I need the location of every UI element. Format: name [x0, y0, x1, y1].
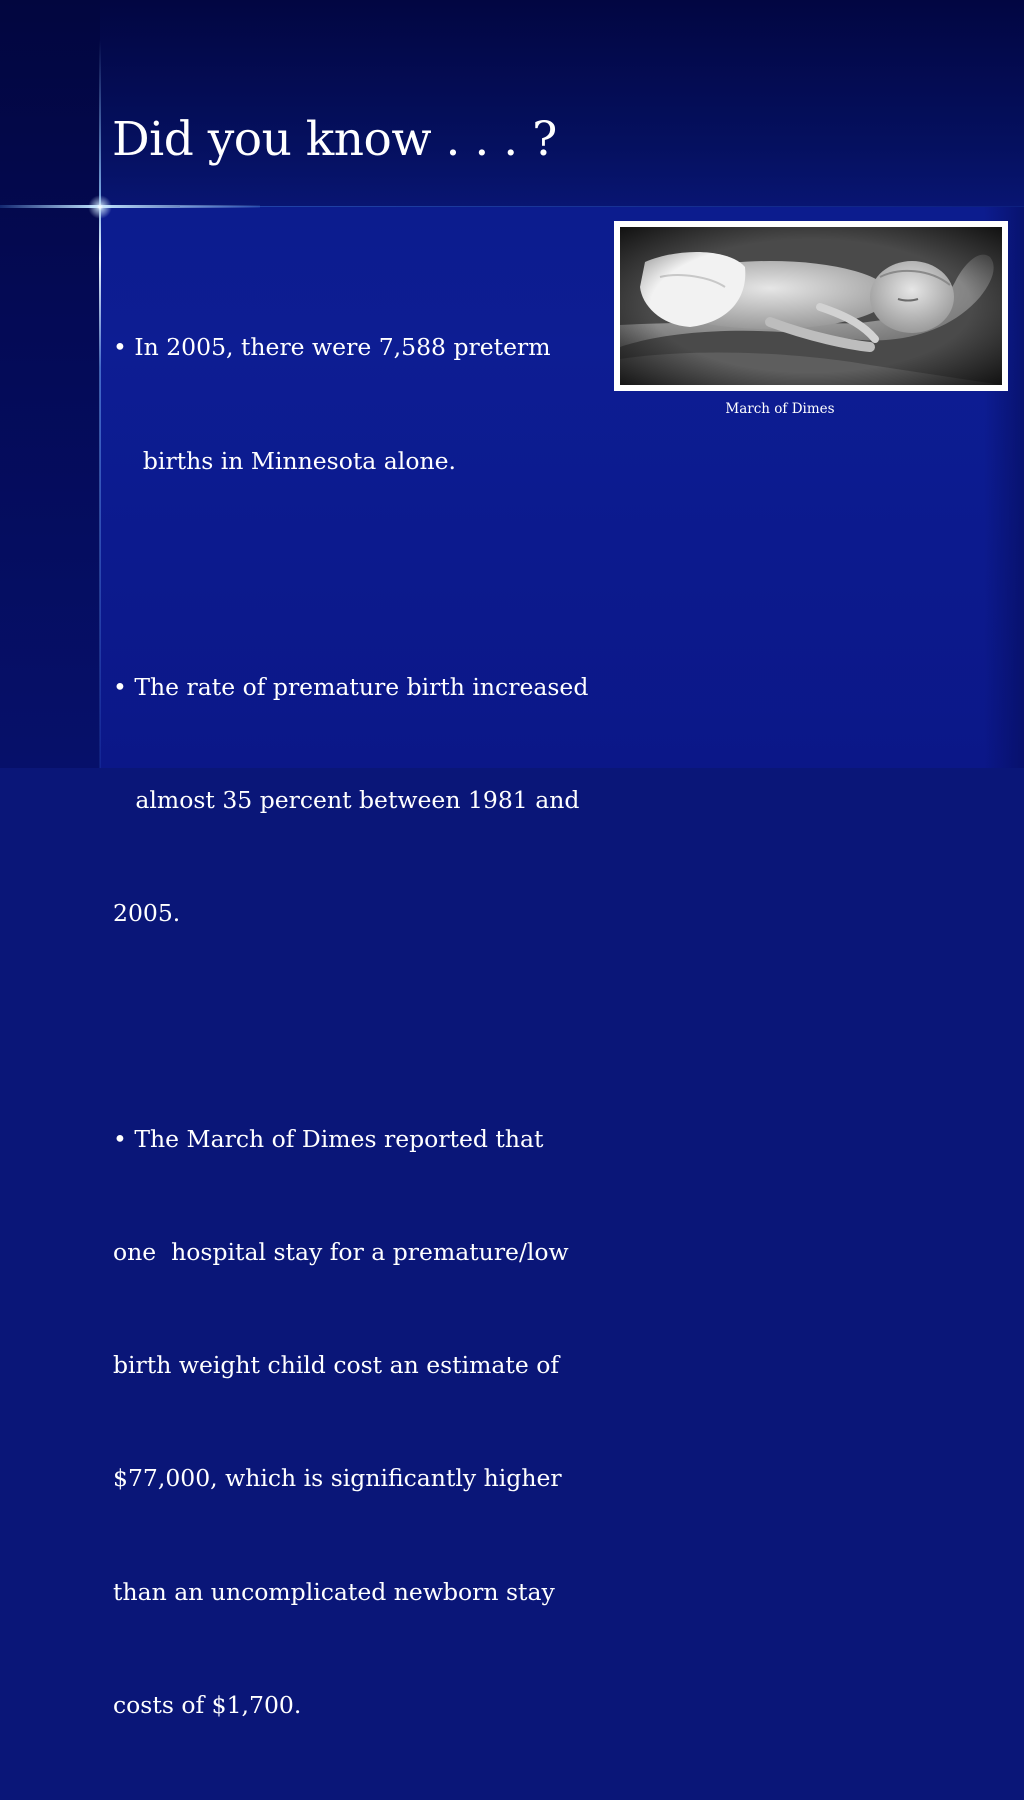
photo-caption: March of Dimes [725, 401, 835, 417]
bullet-list [113, 254, 613, 1800]
bullet-line: almost 35 percent between 1981 and [113, 785, 580, 814]
bullet-line: $77,000, which is significantly higher [113, 1464, 562, 1493]
horizontal-glow-line [0, 205, 260, 208]
newborn-in-hand-image [620, 227, 1002, 385]
vertical-glow-line [99, 40, 101, 768]
bullet-line: costs of $1,700. [113, 1690, 302, 1719]
horizontal-rule [180, 206, 1024, 207]
bullet-line: birth weight child cost an estimate of [113, 1351, 560, 1380]
bullet-paragraph-2 [113, 593, 613, 1008]
title-band [0, 0, 1024, 207]
bullet-paragraph-1 [113, 254, 613, 556]
newborn-photo [614, 221, 1008, 391]
bullet-line: • The rate of premature birth increased [113, 672, 589, 701]
bullet-line: 2005. [113, 898, 181, 927]
bullet-line: • The March of Dimes reported that [113, 1125, 544, 1154]
bullet-line: births in Minnesota alone. [113, 446, 456, 475]
bullet-line: one hospital stay for a premature/low [113, 1238, 569, 1267]
slide-title: Did you know . . . ? [112, 112, 557, 167]
bullet-line: • In 2005, there were 7,588 preterm [113, 333, 551, 362]
photo-illustration [620, 227, 1002, 385]
sparkle-icon [88, 195, 112, 219]
bullet-paragraph-3 [113, 1046, 613, 1800]
left-band [0, 0, 100, 768]
bullet-line: than an uncomplicated newborn stay [113, 1577, 555, 1606]
